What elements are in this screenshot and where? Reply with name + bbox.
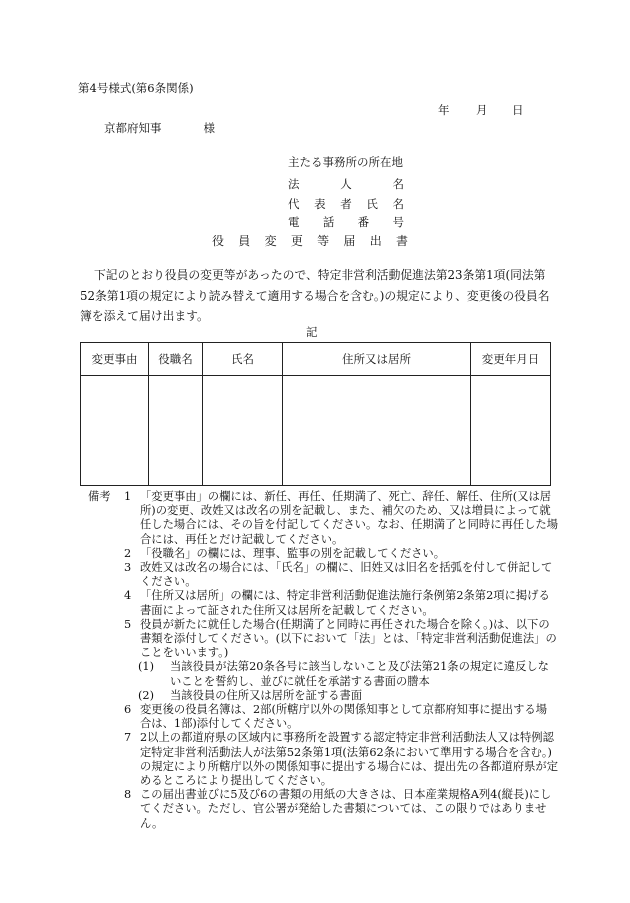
- addressee: [104, 120, 215, 136]
- note-text: 2以上の都道府県の区域内に事務所を設置する認定特定非営利活動法人又は特例認定特定非営利活動法人が法第52条第1項(法第62条において準用する場合を含む。)の規定により所轄庁以外の関係知事に提出する場合には、提出先の各都道府県が定めるところにより提出してください。: [140, 731, 558, 788]
- table-header-cell: 役職名: [149, 343, 203, 376]
- addressee-honorific: 様: [203, 121, 215, 135]
- note-number: 2: [124, 546, 132, 560]
- note-number: (1): [138, 660, 155, 674]
- note-text: 変更後の役員名簿は、2部(所轄庁以外の関係知事として京都府知事に提出する場合は、1部)添付してください。: [140, 703, 547, 731]
- date-line: [0, 102, 630, 116]
- applicant-field: 主たる事務所の所在地: [288, 155, 403, 169]
- note-text: 「役職名」の欄には、理事、監事の別を記載してください。: [140, 546, 446, 560]
- note-number: 5: [124, 617, 132, 631]
- table-header-cell: 住所又は居所: [283, 343, 471, 376]
- officer-change-table: [80, 342, 551, 486]
- note-number: 4: [124, 589, 132, 603]
- note-text: 「変更事由」の欄には、新任、再任、任期満了、死亡、辞任、解任、住所(又は居所)の変更、改姓又は改名の別を記載し、また、補欠のため、又は増員によって就任した場合には、その旨を付記してください。なお、任期満了と同時に再任した場合には、再任とだけ記載してください。: [140, 490, 558, 546]
- cell-change-reason[interactable]: [81, 376, 149, 486]
- cell-change-date[interactable]: [471, 376, 551, 486]
- note-number: 6: [124, 703, 132, 717]
- table-header-cell: 変更事由: [81, 343, 149, 376]
- date-day: 日: [512, 103, 524, 117]
- note-text: 「住所又は居所」の欄には、特定非営利活動促進法施行条例第2条第2項に掲げる書面によって証された住所又は居所を記載してください。: [140, 589, 550, 617]
- note-text: 改姓又は改名の場合には、「氏名」の欄に、旧姓又は旧名を括弧を付して併記してください。: [140, 561, 553, 589]
- note-number: 3: [124, 561, 132, 575]
- table-header-row: [81, 343, 551, 376]
- table-header-cell: 氏名: [203, 343, 283, 376]
- note-text: 役員が新たに就任した場合(任期満了と同時に再任された場合を除く。)は、以下の書類を添付してください。(以下において「法」とは、「特定非営利活動促進法」のことをいいます。): [140, 617, 557, 660]
- list-item: [138, 660, 558, 688]
- notes-heading: 備考: [88, 490, 111, 503]
- body-text: 下記のとおり役員の変更等があったので、特定非営利活動促進法第23条第1項(同法第52条第1項の規定により読み替えて適用する場合を含む。)の規定により、変更後の役員名簿を添えて届け出ます。: [80, 268, 550, 323]
- ki-marker: 記: [306, 325, 318, 339]
- list-item: [124, 618, 558, 661]
- table-row: [81, 376, 551, 486]
- cell-name[interactable]: [203, 376, 283, 486]
- applicant-field: [288, 214, 404, 230]
- list-item: [124, 731, 558, 788]
- date-month: 月: [476, 103, 488, 117]
- list-item: [124, 703, 558, 731]
- list-item: [124, 561, 558, 589]
- note-number: 1: [124, 490, 132, 503]
- list-item: [124, 547, 558, 561]
- cell-position[interactable]: [149, 376, 203, 486]
- list-item: [124, 490, 558, 547]
- applicant-field-label: 代 表 者 氏 名: [288, 197, 404, 211]
- list-item: [138, 689, 558, 703]
- note-text: 当該役員の住所又は居所を証する書面: [170, 688, 363, 702]
- table-header-cell: 変更年月日: [471, 343, 551, 376]
- note-number: 8: [124, 788, 132, 802]
- applicant-field-label: 電 話 番 号: [288, 215, 404, 229]
- form-number: 第4号様式(第6条関係): [78, 81, 194, 95]
- addressee-name: 京都府知事: [104, 121, 162, 135]
- applicant-field: [288, 196, 404, 212]
- notes-section: [88, 490, 558, 831]
- date-year: 年: [438, 103, 450, 117]
- note-number: 7: [124, 731, 132, 745]
- list-item: [124, 589, 558, 617]
- document-title: 役 員 変 更 等 届 出 書: [212, 234, 408, 248]
- note-number: (2): [138, 688, 155, 702]
- note-text: 当該役員が法第20条各号に該当しないこと及び法第21条の規定に違反しないことを誓約し、並びに就任を承諾する書面の謄本: [170, 660, 549, 688]
- applicant-field-label: 法 人 名: [288, 177, 404, 191]
- cell-address[interactable]: [283, 376, 471, 486]
- list-item: [124, 788, 558, 831]
- applicant-field: [288, 176, 404, 192]
- note-text: この届出書並びに5及び6の書類の用紙の大きさは、日本産業規格A列4(縦長)にしてください。ただし、官公署が発給した書類については、この限りではありません。: [140, 788, 552, 830]
